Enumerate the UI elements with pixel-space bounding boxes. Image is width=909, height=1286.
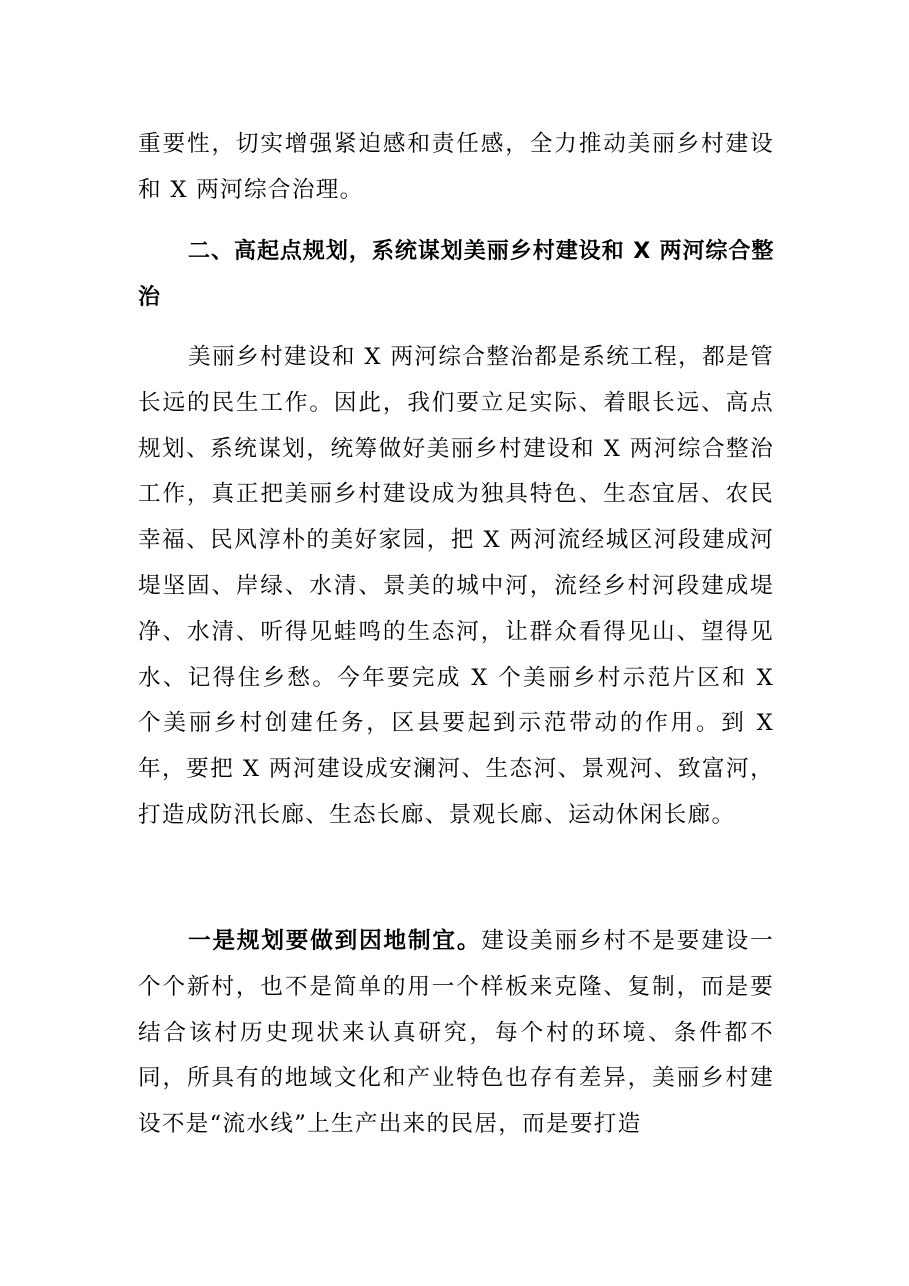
paragraph-continuation: 重要性，切实增强紧迫感和责任感，全力推动美丽乡村建设和 X 两河综合治理。 xyxy=(138,131,774,203)
paragraph-main: 美丽乡村建设和 X 两河综合整治都是系统工程，都是管长远的民生工作。因此，我们要立足实际、着眼长远、高点规划、系统谋划，统筹做好美丽乡村建设和 X 两河综合整治工作，真正把美丽乡村建设成为独具特色、生态宜居、农民幸福、民风淳朴的美好家园，把 X 两河流经城区河段建成河堤坚固、岸绿、水清、景美的城中河，流经乡村河段建成堤净、水清、听得见蛙鸣的生态河，让群众看得见山、望得见水、记得住乡愁。今年要完成 X 个美丽乡村示范片区和 X 个美丽乡村创建任务，区县要起到示范带动的作用。到 X 年，要把 X 两河建设成安澜河、生态河、景观河、致富河，打造成防汛长廊、生态长廊、景观长廊、运动休闲长廊。 xyxy=(138,344,774,828)
point-one-lead: 一是规划要做到因地制宜。 xyxy=(188,928,482,954)
point-one-body: 建设美丽乡村不是要建设一个个新村，也不是简单的用一个样板来克隆、复制，而是要结合该村历史现状来认真研究，每个村的环境、条件都不同，所具有的地域文化和产业特色也存有差异，美丽乡村建设不是“流水线”上生产出来的民居，而是要打造 xyxy=(138,928,774,1138)
paragraph-point-one xyxy=(138,919,774,1148)
section-heading: 二、高起点规划，系统谋划美丽乡村建设和 X 两河综合整治 xyxy=(138,239,774,310)
